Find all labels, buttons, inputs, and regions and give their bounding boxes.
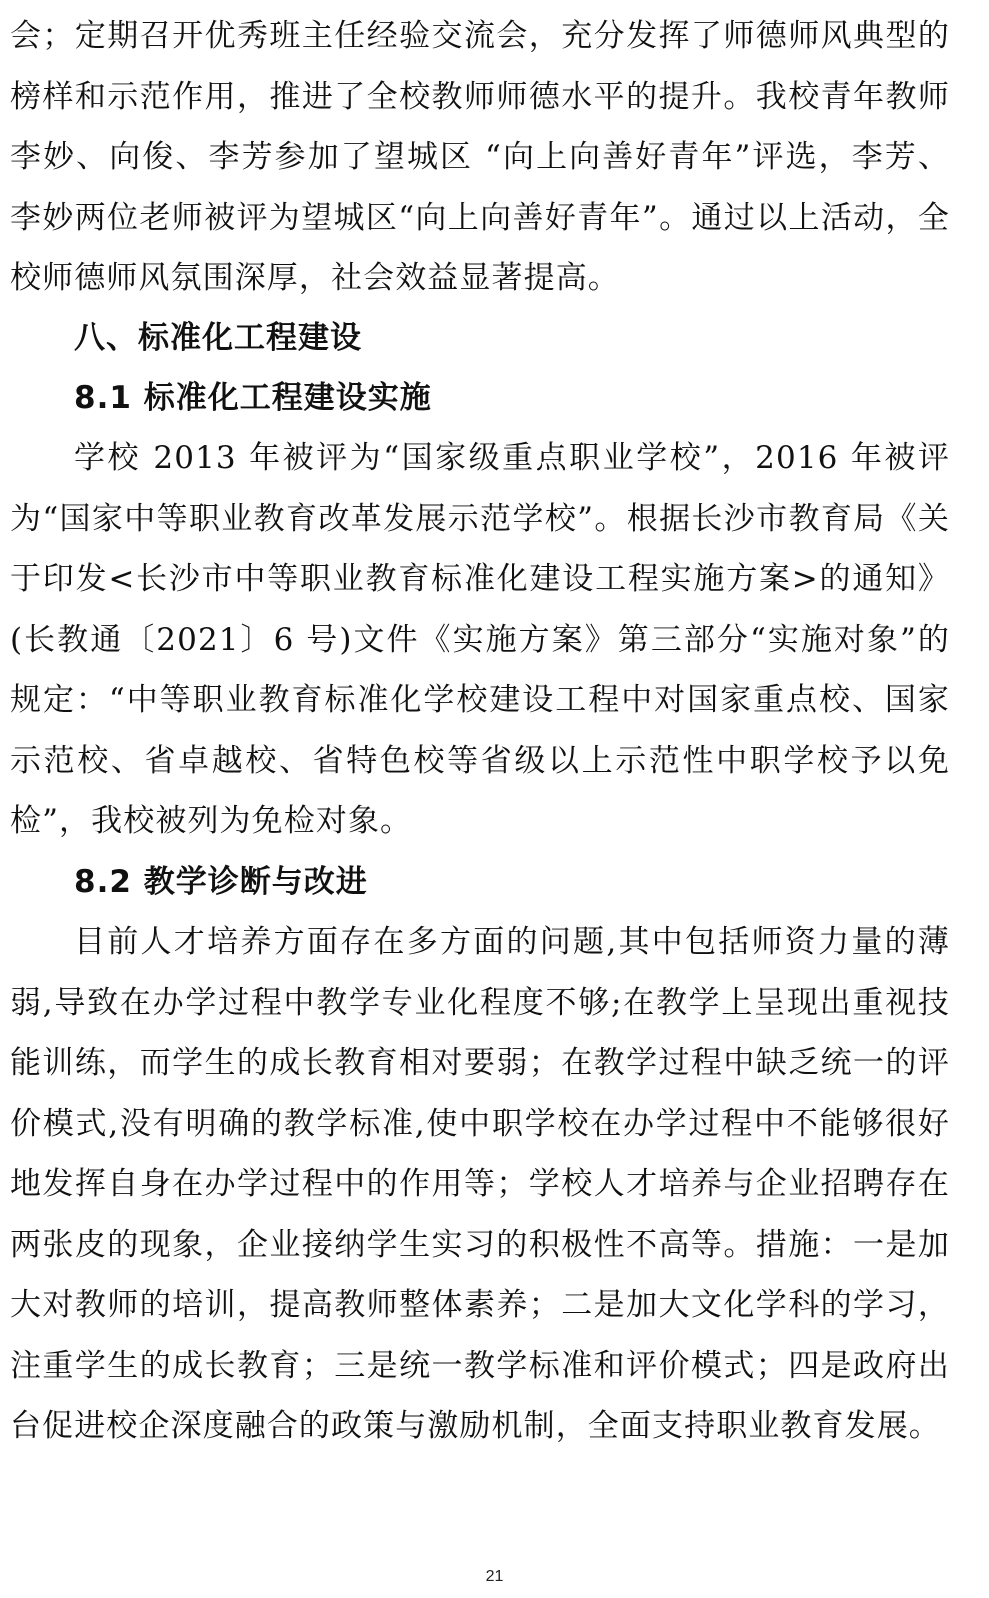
subsection-heading-8-1: 8.1 标准化工程建设实施 (74, 379, 432, 416)
paragraph-standardization: 学校 2013 年被评为“国家级重点职业学校”，2016 年被评为“国家中等职业教育改革发展示范学校”。根据长沙市教育局《关于印发<长沙市中等职业教育标准化建设工程实施方案>的通知》(长教通〔2021〕6 号)文件《实施方案》第三部分“实施对象”的规定：“中等职业教育标准化学校建设工程中对国家重点校、国家示范校、省卓越校、省特色校等省级以上示范性中职学校予以免检”，我校被列为免检对象。 (10, 440, 950, 839)
page-number: 21 (485, 1568, 504, 1585)
section-heading-8: 八、标准化工程建设 (74, 319, 362, 356)
page-content (10, 6, 950, 1457)
subsection-heading-8-2: 8.2 教学诊断与改进 (74, 863, 368, 900)
paragraph-teaching-diagnosis: 目前人才培养方面存在多方面的问题,其中包括师资力量的薄弱,导致在办学过程中教学专业化程度不够;在教学上呈现出重视技能训练，而学生的成长教育相对要弱；在教学过程中缺乏统一的评价模式,没有明确的教学标准,使中职学校在办学过程中不能够很好地发挥自身在办学过程中的作用等；学校人才培养与企业招聘存在两张皮的现象，企业接纳学生实习的积极性不高等。措施：一是加大对教师的培训，提高教师整体素养；二是加大文化学科的学习，注重学生的成长教育；三是统一教学标准和评价模式；四是政府出台促进校企深度融合的政策与激励机制，全面支持职业教育发展。 (10, 924, 950, 1444)
paragraph-teacher-ethics: 会；定期召开优秀班主任经验交流会，充分发挥了师德师风典型的榜样和示范作用，推进了全校教师师德水平的提升。我校青年教师李妙、向俊、李芳参加了望城区 “向上向善好青年”评选，李芳、李妙两位老师被评为望城区“向上向善好青年”。通过以上活动，全校师德师风氛围深厚，社会效益显著提高。 (10, 18, 950, 296)
